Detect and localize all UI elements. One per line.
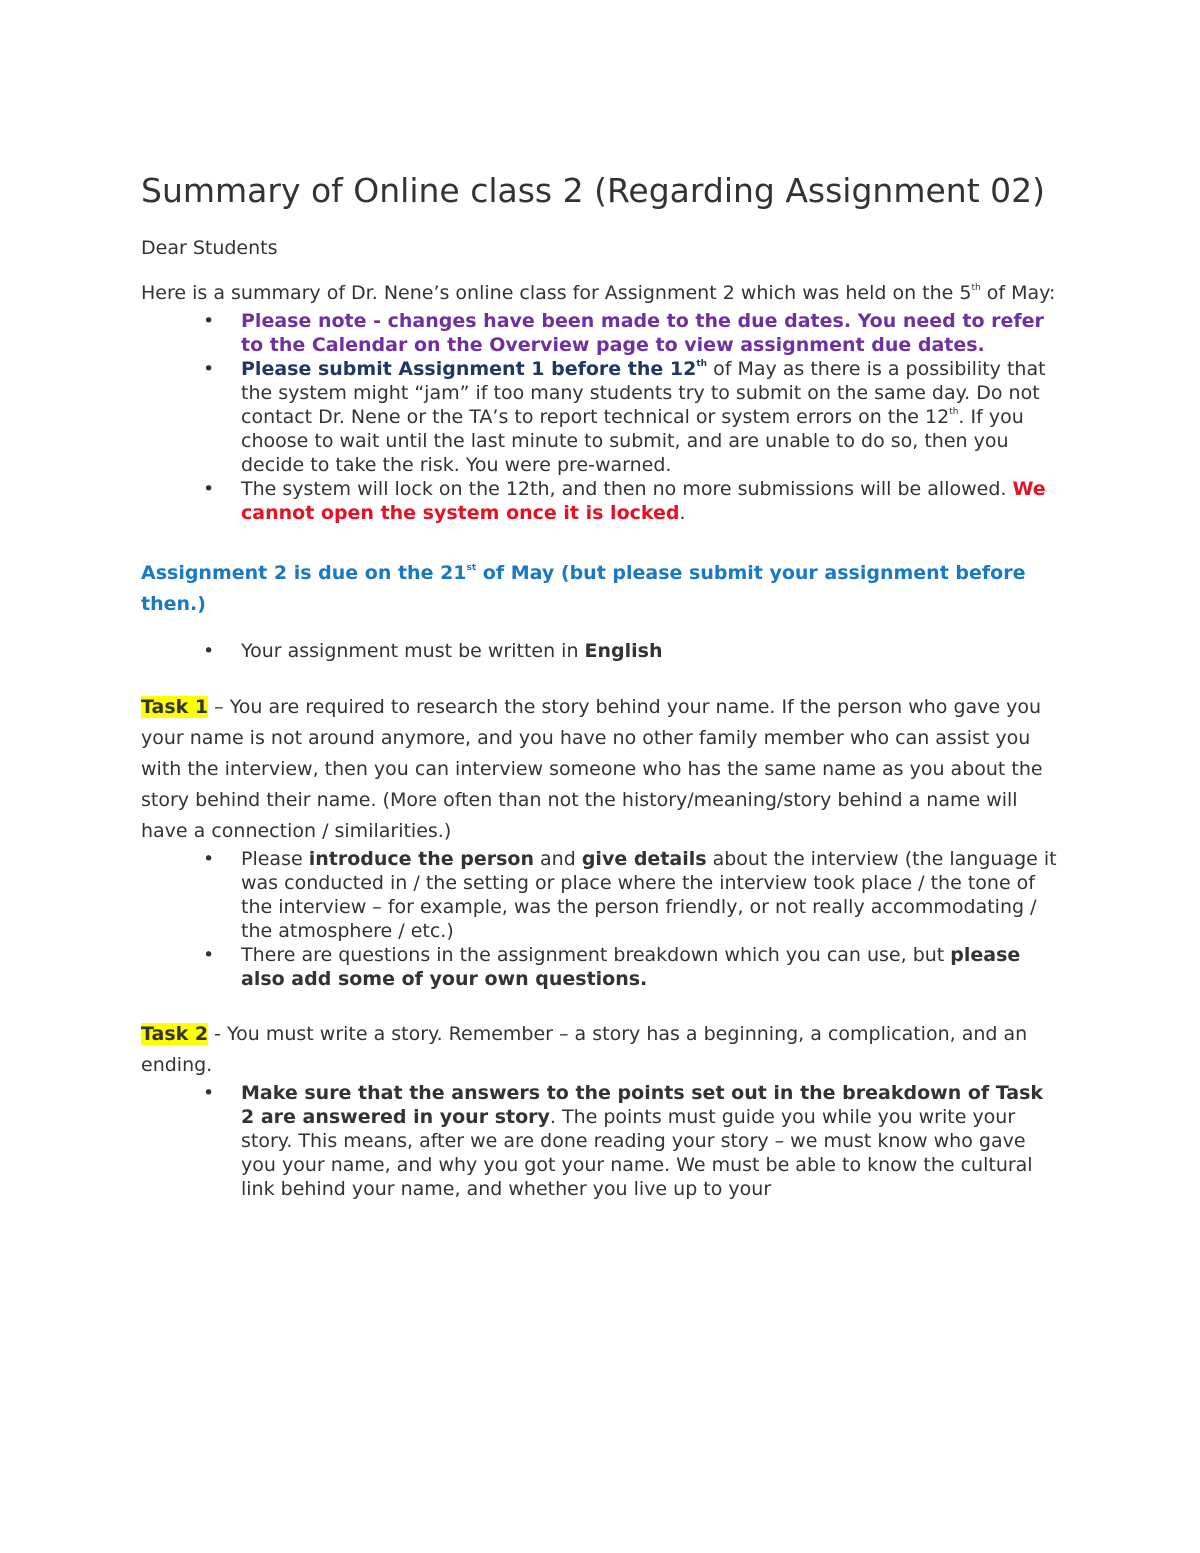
- task1-paragraph: [141, 692, 1061, 847]
- submit-note-text-end: . If you choose to wait until the last minute to submit, and are unable to do so, then you decide to take the risk. You were pre-warned.: [241, 406, 1024, 476]
- bullet-icon: •: [203, 848, 215, 870]
- document-body: [141, 168, 1061, 1201]
- language-list: [141, 639, 1061, 663]
- assignment2-due-text-end: of May (but please submit your assignment before then.): [141, 562, 1026, 615]
- text-span: There are questions in the assignment breakdown which you can use, but: [241, 944, 951, 966]
- list-item: [141, 1081, 1061, 1201]
- bold-text: please also add some of your own questions.: [241, 944, 1021, 990]
- bullet-icon: •: [203, 310, 215, 332]
- list-item: [141, 477, 1061, 525]
- text-span: Please: [241, 848, 309, 870]
- task2-text: - You must write a story. Remember – a story has a beginning, a complication, and an ending.: [141, 1023, 1028, 1076]
- bold-text: introduce the person: [308, 848, 534, 870]
- bullet-icon: •: [203, 478, 215, 500]
- list-item: [141, 357, 1061, 477]
- document-title: Summary of Online class 2 (Regarding Assignment 02): [141, 171, 1045, 210]
- bold-text: Make sure that the answers to the points set out in the breakdown of Task 2 are answered in your story: [241, 1082, 1044, 1128]
- list-item: [141, 847, 1061, 943]
- intro-paragraph: [141, 278, 1061, 309]
- task1-text: – You are required to research the story behind your name. If the person who gave you your name is not around anymore, and you have no other family member who can assist you with the interview, then you can interview someone who has the same name as you about the story behind their name. (More often than not the history/meaning/story behind a name will have a connection / similarities.): [141, 696, 1043, 842]
- text-span: . The points must guide you while you write your story. This means, after we are done reading your story – we must know who gave you your name, and why you got your name. We must be able to know the cultural link behind your name, and whether you live up to your: [241, 1106, 1033, 1200]
- system-lock-warning: We cannot open the system once it is locked: [241, 478, 1046, 524]
- list-item: [141, 943, 1061, 991]
- bullet-icon: •: [203, 1082, 215, 1104]
- intro-text-end: of May:: [980, 282, 1056, 304]
- task2-label: Task 2: [141, 1023, 209, 1045]
- task2-paragraph: [141, 1019, 1061, 1081]
- language-name: English: [584, 640, 663, 662]
- submit-note-text: of May as there is a possibility that the system might “jam” if too many students try to submit on the same day. Do not contact Dr. Nene or the TA’s to report technical or system errors on the 12: [241, 358, 1046, 428]
- list-item: [141, 639, 1061, 663]
- language-note: Your assignment must be written in: [241, 640, 585, 662]
- task2-list: [141, 1081, 1061, 1201]
- assignment2-due-text: Assignment 2 is due on the 21: [141, 562, 467, 584]
- bullet-icon: •: [203, 944, 215, 966]
- list-item: [141, 309, 1061, 357]
- bullet-icon: •: [203, 358, 215, 380]
- intro-text: Here is a summary of Dr. Nene’s online class for Assignment 2 which was held on the 5: [141, 282, 972, 304]
- intro-superscript: th: [971, 282, 981, 293]
- task1-label: Task 1: [141, 696, 209, 718]
- notice-list: [141, 309, 1061, 525]
- text-span: about the interview (the language it was conducted in / the setting or place where the interview took place / the tone of the interview – for example, was the person friendly, or not really accommodating / the atmosphere / etc.): [241, 848, 1057, 942]
- superscript: th: [696, 358, 708, 369]
- superscript: th: [949, 406, 959, 417]
- bullet-icon: •: [203, 640, 215, 662]
- punctuation: .: [679, 502, 686, 524]
- submit-assignment1-note: Please submit Assignment 1 before the 12: [241, 358, 697, 380]
- bold-text: give details: [581, 848, 707, 870]
- system-lock-note: The system will lock on the 12th, and then no more submissions will be allowed.: [241, 478, 1013, 500]
- text-span: and: [534, 848, 582, 870]
- due-date-change-note: Please note - changes have been made to the due dates. You need to refer to the Calendar on the Overview page to view assignment due dates.: [241, 310, 1044, 356]
- task1-list: [141, 847, 1061, 991]
- superscript: st: [466, 562, 477, 573]
- salutation: Dear Students: [141, 237, 278, 259]
- assignment2-due-heading: [141, 558, 1061, 620]
